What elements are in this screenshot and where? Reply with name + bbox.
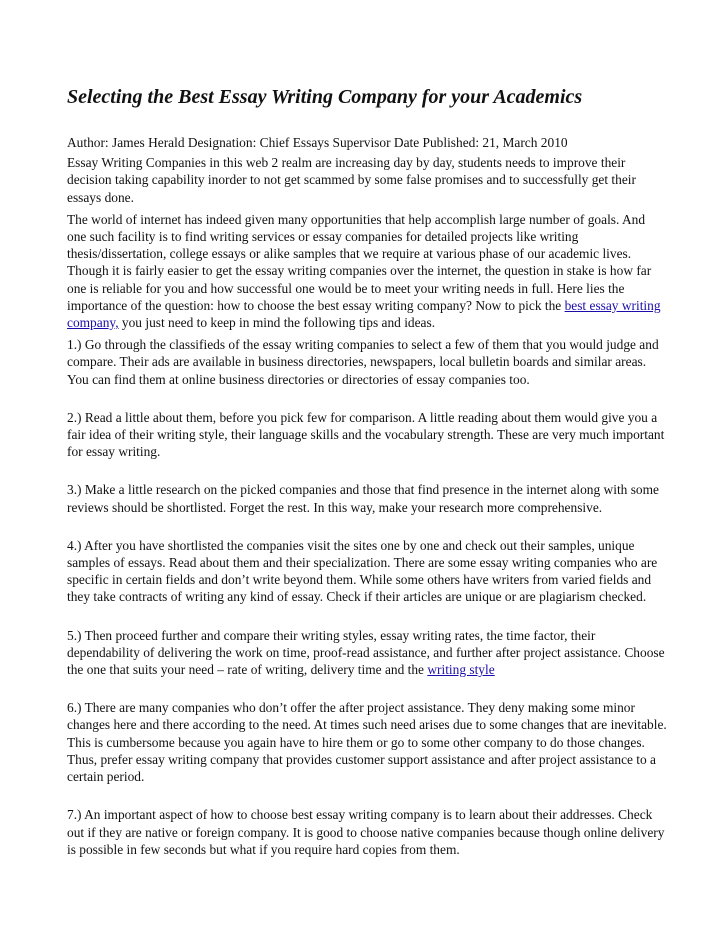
writing-style-link[interactable]: writing style — [427, 662, 495, 678]
internet-paragraph-tail: you just need to keep in mind the following tips and ideas. — [118, 315, 436, 331]
tip-7: 7.) An important aspect of how to choose best essay writing company is to learn about their addresses. Check out if they are native or foreign company. It is good to choose native companies because though online delivery is possible in few seconds but what if you require hard copies from them. — [67, 807, 665, 857]
document-title: Selecting the Best Essay Writing Company for your Academics — [67, 86, 583, 108]
tip-2: 2.) Read a little about them, before you pick few for comparison. A little reading about them would give you a fair idea of their writing style, their language skills and the vocabulary strength. These are very much important for essay writing. — [67, 409, 665, 460]
tip-3: 3.) Make a little research on the picked companies and those that find presence in the internet along with some reviews should be shortlisted. Forget the rest. In this way, make your research more comprehensive. — [67, 482, 659, 515]
tip-6: 6.) There are many companies who don’t offer the after project assistance. They deny making some minor changes here and there according to the need. At times such need arises due to some changes that are inevitable. This is cumbersome because you again have to hire them or go to some other company to do those changes. Thus, prefer essay writing company that provides customer support assistance and after project assistance to a certain period. — [67, 700, 667, 785]
tip-1: 1.) Go through the classifieds of the essay writing companies to select a few of them that you would judge and compare. Their ads are available in business directories, newspapers, local bulletin boards and similar areas. You can find them at online business directories or directories of essay companies too. — [67, 337, 659, 387]
tip-4: 4.) After you have shortlisted the companies visit the sites one by one and check out their samples, unique samples of essays. Read about them and their specialization. There are some essay writing companies who are specific in certain fields and don’t write beyond them. While some others have writers from varied fields and they take contracts of writing any kind of essay. Check if their articles are unique or are plagiarism checked. — [67, 537, 658, 605]
document-body — [67, 134, 667, 863]
tip-5-text: 5.) Then proceed further and compare their writing styles, essay writing rates, the time factor, their dependability of delivering the work on time, proof-read assistance, and further after project assistance. Choose the one that suits your need – rate of writing, delivery time and the — [67, 627, 665, 678]
intro-paragraph: Essay Writing Companies in this web 2 realm are increasing day by day, students needs to improve their decision taking capability inorder to not get scammed by some false promises and to successfully get their essays done. — [67, 155, 636, 205]
best-essay-writing-company-link[interactable]: best essay writing company, — [67, 297, 661, 331]
internet-paragraph — [67, 211, 667, 331]
tip-5 — [67, 627, 667, 679]
internet-paragraph-text: The world of internet has indeed given many opportunities that help accomplish large number of goals. And one such facility is to find writing services or essay companies for detailed projects like writing thesis/dissertation, college essays or alike samples that we require at various phase of our academic lives. Though it is fairly easier to get the essay writing companies over the internet, the question in stake is how far one is reliable for you and how successful one would be to meet your writing needs in full. Here lies the importance of the question: how to choose the best essay writing company? Now to pick the — [67, 211, 652, 313]
byline: Author: James Herald Designation: Chief Essays Supervisor Date Published: 21, March 2010 — [67, 135, 568, 150]
